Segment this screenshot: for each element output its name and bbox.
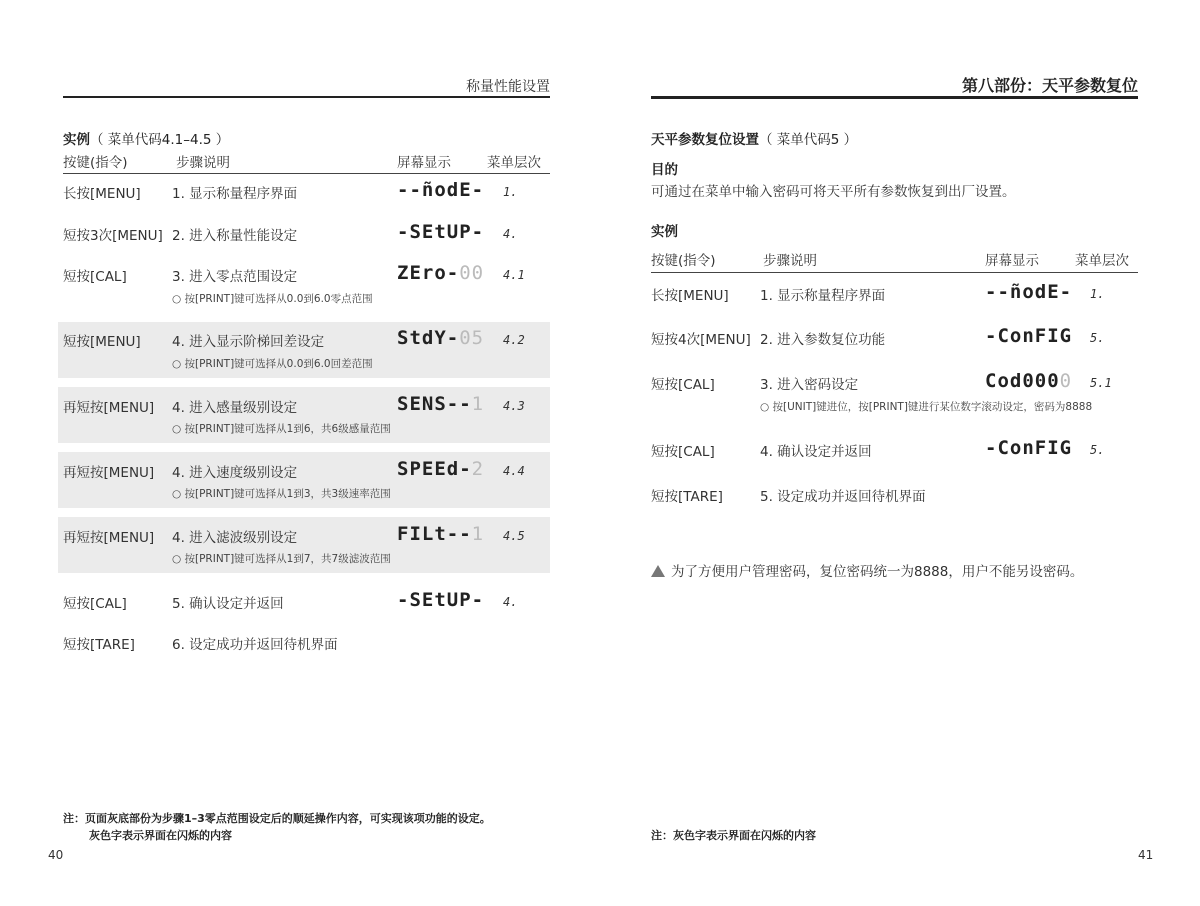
purpose-text: 可通过在菜单中输入密码可将天平所有参数恢复到出厂设置。 [651,184,1016,200]
page-number: 41 [1138,848,1154,862]
row-display: Cod0000 [985,370,1073,392]
row-key: 短按4次[MENU] [651,332,751,348]
blinking-digits: 1 [471,393,485,415]
note-line-2: 灰色字表示界面在闪烁的内容 [89,829,232,842]
blinking-digits: 00 [459,262,485,284]
row-display: ZEro-00 [397,262,485,284]
row-level: 4. [503,595,518,609]
row-display: --ñodE- [985,281,1073,303]
left-note [63,810,491,844]
row-display: -ConFIG [985,325,1073,347]
row-key: 再短按[MENU] [63,530,155,546]
row-step: 1. 显示称量程序界面 [760,288,886,304]
row-key: 短按[CAL] [651,377,715,393]
section-title-text: 天平参数复位设置 [651,132,759,148]
right-note: 注：灰色字表示界面在闪烁的内容 [651,829,816,842]
row-display: --ñodE- [397,179,485,201]
row-level: 4.5 [503,529,525,543]
row-level: 4.3 [503,399,525,413]
right-example-title: 实例 [651,224,678,240]
section-menu-code: （ 菜单代码5 ） [759,132,858,148]
blinking-digits: 1 [471,523,485,545]
row-step: 4. 进入速度级别设定 [172,465,298,481]
row-hint: ○ 按[UNIT]键进位，按[PRINT]键进行某位数字滚动设定，密码为8888 [760,401,1093,413]
row-level: 1. [1090,287,1105,301]
row-level: 5.1 [1090,376,1112,390]
row-step: 4. 进入滤波级别设定 [172,530,298,546]
row-step: 1. 显示称量程序界面 [172,186,298,202]
row-step: 4. 进入感量级别设定 [172,400,298,416]
row-display: FILt--1 [397,523,485,545]
col-level: 菜单层次 [487,155,541,171]
col-key: 按键(指令) [63,155,128,171]
row-key: 短按[TARE] [63,637,135,653]
left-header: 称量性能设置 [466,79,550,95]
row-hint: ○ 按[PRINT]键可选择从1到3，共3级速率范围 [172,488,391,500]
row-key: 再短按[MENU] [63,465,155,481]
row-step: 3. 进入零点范围设定 [172,269,298,285]
row-level: 4.1 [503,268,525,282]
row-step: 5. 设定成功并返回待机界面 [760,489,926,505]
col-step: 步骤说明 [176,155,230,171]
row-step: 6. 设定成功并返回待机界面 [172,637,338,653]
table-rule [63,173,550,174]
left-example-title [63,128,229,148]
blinking-digits: 2 [471,458,485,480]
col-display: 屏幕显示 [985,253,1039,269]
row-hint: ○ 按[PRINT]键可选择从0.0到6.0零点范围 [172,293,373,305]
note-line-1: 注：页面灰底部份为步骤1–3零点范围设定后的顺延操作内容，可实现该项功能的设定。 [63,812,491,825]
col-display: 屏幕显示 [397,155,451,171]
row-display: -ConFIG [985,437,1073,459]
col-step: 步骤说明 [763,253,817,269]
table-rule [651,272,1138,273]
col-key: 按键(指令) [651,253,716,269]
blinking-digits: 0 [1059,370,1073,392]
row-level: 4.4 [503,464,525,478]
row-display: StdY-05 [397,327,485,349]
example-label: 实例 [63,132,90,148]
row-level: 1. [503,185,518,199]
row-display: -SEtUP- [397,221,485,243]
row-step: 2. 进入称量性能设定 [172,228,298,244]
row-key: 短按[CAL] [63,269,127,285]
left-header-rule [63,96,550,98]
blinking-digits: 05 [459,327,485,349]
row-step: 4. 进入显示阶梯回差设定 [172,334,325,350]
row-hint: ○ 按[PRINT]键可选择从0.0到6.0回差范围 [172,358,373,370]
row-level: 4. [503,227,518,241]
row-key: 再短按[MENU] [63,400,155,416]
row-display: SPEEd-2 [397,458,485,480]
right-page [600,0,1200,906]
row-level: 5. [1090,443,1105,457]
warning-text: 为了方便用户管理密码，复位密码统一为8888，用户不能另设密码。 [671,564,1084,580]
right-header-rule [651,96,1138,99]
row-step: 3. 进入密码设定 [760,377,859,393]
purpose-title: 目的 [651,162,678,178]
row-level: 4.2 [503,333,525,347]
row-key: 短按3次[MENU] [63,228,163,244]
row-level: 5. [1090,331,1105,345]
row-key: 短按[CAL] [651,444,715,460]
row-hint: ○ 按[PRINT]键可选择从1到6，共6级感量范围 [172,423,391,435]
row-step: 4. 确认设定并返回 [760,444,872,460]
warning-note [651,560,1083,580]
row-key: 长按[MENU] [63,186,141,202]
row-key: 长按[MENU] [651,288,729,304]
row-key: 短按[MENU] [63,334,141,350]
row-key: 短按[TARE] [651,489,723,505]
row-display: SENS--1 [397,393,485,415]
row-display: -SEtUP- [397,589,485,611]
warning-icon [651,565,665,577]
row-key: 短按[CAL] [63,596,127,612]
right-header: 第八部份：天平参数复位 [961,76,1138,95]
page-number: 40 [48,848,64,862]
col-level: 菜单层次 [1075,253,1129,269]
row-step: 2. 进入参数复位功能 [760,332,886,348]
right-section-title [651,128,857,148]
example-menu-code: （ 菜单代码4.1–4.5 ） [90,132,230,148]
row-hint: ○ 按[PRINT]键可选择从1到7，共7级滤波范围 [172,553,391,565]
row-step: 5. 确认设定并返回 [172,596,284,612]
